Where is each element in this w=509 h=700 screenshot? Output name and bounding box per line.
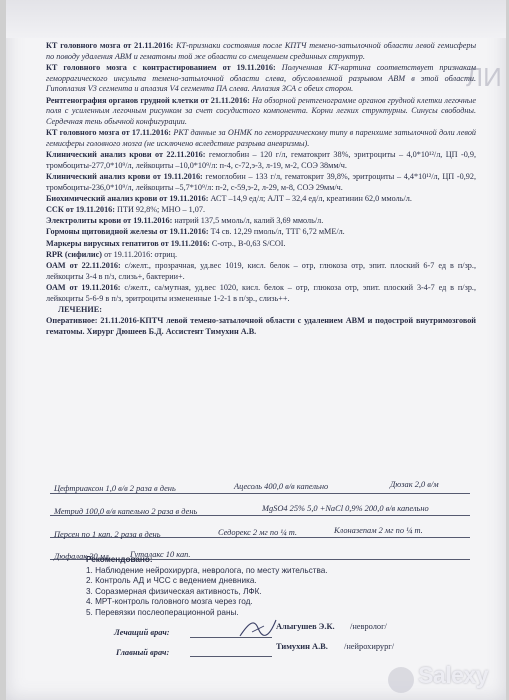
- finding-text: натрий 137,5 ммоль/л, калий 3,69 ммоль/л.: [174, 216, 324, 226]
- finding-heading: Рентгенография органов грудной клетки от 21.11.2016:: [46, 95, 250, 105]
- finding-heading: Гормоны щитовидной железы от 19.11.2016:: [46, 227, 209, 237]
- finding-heading: ОАМ от 19.11.2016:: [46, 282, 121, 292]
- finding-paragraph: [46, 96, 476, 128]
- prescription-ceftriaxone: Цефтриаксон 1,0 в/в 2 раза в день: [54, 484, 176, 493]
- recommendation-item: 3. Соразмерная физическая активность, ЛФК.: [86, 586, 262, 596]
- prescription-metrid: Метрид 100,0 в/в капельно 2 раза в день: [54, 507, 198, 516]
- finding-heading: Электролиты крови от 19.11.2016:: [46, 216, 173, 226]
- prescription-duzak: Дюзак 2,0 в/м: [390, 480, 439, 489]
- finding-paragraph: [46, 150, 476, 171]
- finding-text: С-отр., В-0,63 S/COI.: [211, 238, 286, 248]
- finding-paragraph: [46, 250, 476, 261]
- prescription-gutalaks: Гуталакс 10 кап.: [130, 550, 191, 559]
- finding-text: ПТИ 92,8%; МНО – 1,07.: [117, 205, 206, 215]
- chief-signature-line: [190, 656, 272, 657]
- prescription-mgso4: MgSO4 25% 5,0 +NaCl 0,9% 200,0 в/в капельно: [262, 504, 429, 513]
- finding-text: Полученная КТ-картина соответствует признакам геморрагического инсульта темено-затылочной области слева, обусловленной разрывом АВМ в этой области. Гипоплазия V3 сегмента и аплазия V4 сегмента ПА слева. Аплазия ЗСА с обеих сторон.: [46, 62, 477, 94]
- finding-paragraph: [46, 205, 476, 216]
- attending-signature-scribble: [238, 614, 278, 644]
- finding-heading: КТ головного мозга с контрастированием от 19.11.2016:: [46, 62, 276, 72]
- finding-text: с/желт., прозрачная, уд.вес 1019, кисл. белок – отр, глюкоза отр, эпит. плоский 6-7 ед в п/зр., лейкоциты 3-4 в п/з, слизь+, бактерии+.: [46, 261, 476, 281]
- finding-heading: КТ головного мозга от 21.11.2016:: [46, 41, 174, 50]
- chief-physician-role: /нейрохирург/: [344, 642, 395, 651]
- prescription-acesol: Ацесоль 400,0 в/в капельно: [234, 482, 329, 491]
- prescription-clonazepam: Клоназепам 2 мг по ¼ т.: [334, 526, 423, 535]
- finding-text: гемоглобин – 133 г/л, гематокрит 39,8%, эритроциты – 4,4*10¹²/л, ЦП -0,92, тромбоциты-236,0*10⁹/л, лейкоциты –5,7*10⁹/л: п-2, с-59,э-2, л-29, м-8, СОЭ 29мм/ч.: [46, 171, 477, 192]
- finding-text: КТ-признаки состояния после КПТЧ темено-затылочной области левой гемисферы по поводу удаления АВМ и гематомы той же области со смещением срединных структур.: [46, 41, 476, 61]
- attending-physician-label: Лечащий врач:: [114, 628, 170, 637]
- finding-text: от 19.11.2016: отриц.: [104, 249, 178, 259]
- finding-paragraph: [46, 194, 476, 205]
- attending-physician-name: Алыгушев Э.К.: [276, 622, 335, 631]
- document-page: [6, 0, 506, 700]
- finding-heading: Клинический анализ крови от 22.11.2016:: [46, 150, 206, 160]
- prescription-sedoreks: Седорекс 2 мг по ¼ т.: [218, 528, 297, 537]
- watermark-text: Salexy: [418, 662, 488, 688]
- previous-page-edge: [6, 0, 506, 38]
- recommendations-block: [86, 555, 328, 619]
- finding-heading: ОАМ от 22.11.2016:: [46, 261, 121, 271]
- finding-text: Т4 св. 12,29 пмоль/л, ТТГ 6,72 мМЕ/л.: [210, 227, 345, 237]
- finding-paragraph: [46, 283, 476, 304]
- finding-heading: RPR (сифилис): [46, 249, 103, 259]
- finding-text: АСТ –14,9 ед/л; АЛТ – 32,4 ед/л, креатинин 62,0 ммоль/л.: [210, 193, 412, 203]
- finding-heading: Биохимический анализ крови от 19.11.2016:: [46, 193, 209, 203]
- treatment-paragraph: [46, 316, 476, 337]
- treatment-label: Оперативное:: [46, 316, 98, 326]
- finding-paragraph: [46, 63, 476, 95]
- recommendations-heading: Рекомендовано:: [86, 555, 153, 564]
- finding-text: На обзорной рентгенограмме органов грудной клетки легочные поля с усиленным легочным рисунком за счет сосудистого компонента. Корни легких структурны. Синусы свободны. Сердечная тень обычной конфигурации.: [46, 95, 476, 126]
- finding-text: РКТ данные за ОНМК по геморрагическому типу в паренхиме затылочной доли левой гемисферы головного мозга (не исключено вследствие разрыва аневризмы).: [46, 128, 477, 148]
- finding-heading: Маркеры вирусных гепатитов от 19.11.2016:: [46, 238, 210, 248]
- recommendation-item: 5. Перевязки послеоперационной раны.: [86, 607, 239, 617]
- finding-paragraph: [46, 261, 476, 282]
- finding-heading: Клинический анализ крови от 19.11.2016:: [46, 171, 203, 181]
- recommendation-item: 2. Контроль АД и ЧСС с ведением дневника.: [86, 576, 257, 586]
- finding-text: с/желт., са/мутная, уд.вес 1020, кисл. белок – отр, глюкоза отр, эпит. плоский 3-4-7 ед в п/зр., лейкоциты 5-6-9 в п/з, эритроциты измененные 1-2-1 в п/зр., слизь++.: [46, 282, 477, 303]
- bleed-through-mark: ЛИ: [466, 62, 502, 92]
- recommendation-item: 1. Наблюдение нейрохирурга, невролога, по месту жительства.: [86, 565, 328, 575]
- finding-text: гемоглобин – 120 г/л, гематокрит 38%, эритроциты – 4,0*10¹²/л, ЦП -0,9, тромбоциты-277,0*10⁹/л, лейкоциты –10,0*10⁹/л: п-4, с-72,э-3, л-19, м-2, СОЭ 38мм/ч.: [46, 150, 476, 170]
- recommendation-item: 4. МРТ-контроль головного мозга через год.: [86, 597, 253, 607]
- finding-paragraph: [46, 128, 476, 149]
- treatment-text: 21.11.2016-КПТЧ левой темено-затылочной области с удалением АВМ и подострой внутримозговой гематомы. Хирург Дюшеев Б.Д. Ассистент Тимухин А.В.: [46, 316, 477, 336]
- chief-physician-label: Главный врач:: [116, 648, 170, 657]
- finding-paragraph: [46, 239, 476, 250]
- finding-paragraph: [46, 172, 476, 193]
- chief-physician-name: Тимухин А.В.: [276, 642, 328, 651]
- prescription-persen: Персен по 1 кап. 2 раза в день: [54, 530, 161, 539]
- finding-paragraph: [46, 41, 476, 62]
- finding-heading: КТ головного мозга от 17.11.2016:: [46, 128, 172, 138]
- watermark-logo-icon: [388, 667, 414, 693]
- treatment-heading: ЛЕЧЕНИЕ:: [58, 304, 102, 314]
- finding-heading: ССК от 19.11.2016:: [46, 205, 115, 215]
- prescription-dufalak: Дюфалак 30 мл: [54, 552, 109, 561]
- attending-physician-role: /невролог/: [350, 622, 387, 631]
- finding-paragraph: [46, 227, 476, 238]
- findings-section: [46, 41, 476, 338]
- finding-paragraph: [46, 216, 476, 227]
